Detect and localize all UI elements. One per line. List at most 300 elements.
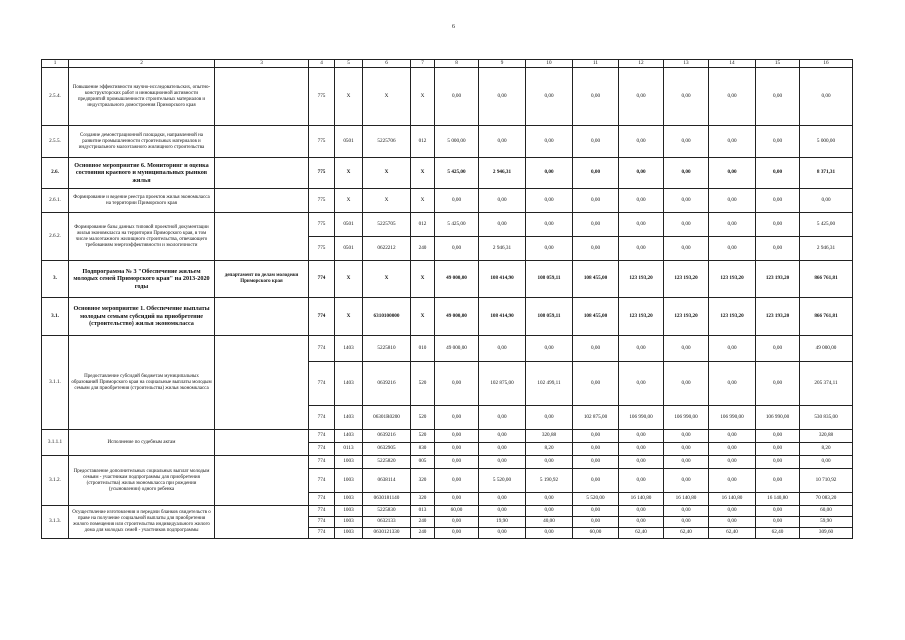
amount-cell: 0,00 — [435, 443, 479, 456]
expense-type-code: X — [411, 158, 435, 189]
amount-cell: 0,00 — [709, 469, 756, 493]
amount-cell: 0,00 — [756, 456, 800, 469]
amount-cell: 0,00 — [435, 517, 479, 528]
amount-cell: 123 193,20 — [619, 298, 664, 336]
amount-cell: 123 193,20 — [756, 298, 800, 336]
amount-cell: 70 083,20 — [800, 493, 853, 506]
target-article-code: 0630121330 — [363, 528, 411, 539]
section-code: 1403 — [335, 406, 363, 430]
column-header: 5 — [335, 60, 363, 68]
amount-cell: 123 193,20 — [664, 261, 709, 298]
grbs-code: 774 — [309, 493, 335, 506]
expense-type-code: X — [411, 189, 435, 213]
row-number: 3. — [42, 261, 69, 298]
amount-cell: 0,00 — [619, 336, 664, 362]
expense-type-code: 012 — [411, 213, 435, 237]
amount-cell: 0,00 — [756, 189, 800, 213]
amount-cell: 0,00 — [756, 430, 800, 443]
amount-cell: 866 761,81 — [800, 298, 853, 336]
amount-cell: 0,00 — [619, 456, 664, 469]
amount-cell: 0,00 — [479, 430, 526, 443]
expense-type-code: 520 — [411, 430, 435, 443]
header-row — [42, 60, 853, 68]
amount-cell: 0,00 — [756, 362, 800, 406]
amount-cell: 0,00 — [573, 213, 619, 237]
expense-type-code: 013 — [411, 506, 435, 517]
amount-cell: 5 000,00 — [800, 126, 853, 158]
target-article-code: 0630181140 — [363, 493, 411, 506]
section-code: 1403 — [335, 336, 363, 362]
amount-cell: 0,00 — [619, 213, 664, 237]
amount-cell: 0,00 — [573, 443, 619, 456]
amount-cell: 108 414,90 — [479, 261, 526, 298]
amount-cell: 0,00 — [756, 126, 800, 158]
amount-cell: 0,00 — [709, 517, 756, 528]
target-article-code: 0639216 — [363, 430, 411, 443]
amount-cell: 108 059,11 — [526, 298, 573, 336]
row-title: Формирование базы данных типовой проектной документации жилья экономкласса на территории Приморского края, в том числе малоэтажного жилищного строительства, отвечающего требованиям энергоэффективности и экологичности — [69, 213, 215, 261]
amount-cell: 0,00 — [526, 68, 573, 126]
amount-cell: 0,00 — [573, 336, 619, 362]
responsible-executor — [215, 189, 309, 213]
amount-cell: 0,00 — [526, 506, 573, 517]
row-title: Исполнение по судебным актам — [69, 430, 215, 456]
amount-cell: 102 875,00 — [479, 362, 526, 406]
target-article-code: 0622212 — [363, 237, 411, 261]
amount-cell: 49 000,00 — [800, 336, 853, 362]
amount-cell: 0,00 — [756, 336, 800, 362]
amount-cell: 0,00 — [619, 189, 664, 213]
amount-cell: 0,00 — [526, 189, 573, 213]
amount-cell: 0,00 — [573, 469, 619, 493]
amount-cell: 0,00 — [800, 68, 853, 126]
row-number: 3.1.3. — [42, 506, 69, 539]
amount-cell: 0,00 — [435, 469, 479, 493]
amount-cell: 8 371,31 — [800, 158, 853, 189]
column-header: 16 — [800, 60, 853, 68]
row-number: 2.6. — [42, 158, 69, 189]
column-header: 12 — [619, 60, 664, 68]
amount-cell: 16 140,80 — [619, 493, 664, 506]
amount-cell: 8,20 — [526, 443, 573, 456]
column-header: 11 — [573, 60, 619, 68]
row-title: Предоставление дополнительных социальных выплат молодым семьям - участникам подпрограммы для приобретения (строительства) жилья экономкласса при рождении (усыновлении) одного ребенка — [69, 456, 215, 506]
amount-cell: 0,00 — [619, 158, 664, 189]
amount-cell: 0,00 — [479, 528, 526, 539]
expense-type-code: 320 — [411, 469, 435, 493]
amount-cell: 0,00 — [573, 189, 619, 213]
amount-cell: 0,00 — [526, 493, 573, 506]
amount-cell: 0,00 — [800, 189, 853, 213]
table-row — [42, 213, 853, 237]
section-code: 0113 — [335, 443, 363, 456]
amount-cell: 102 499,11 — [526, 362, 573, 406]
row-number: 3.1.1. — [42, 336, 69, 430]
amount-cell: 108 455,00 — [573, 298, 619, 336]
section-code: 1003 — [335, 493, 363, 506]
amount-cell: 0,00 — [435, 362, 479, 406]
row-number: 2.5.5. — [42, 126, 69, 158]
column-header: 10 — [526, 60, 573, 68]
column-header: 15 — [756, 60, 800, 68]
amount-cell: 49 000,00 — [435, 336, 479, 362]
amount-cell: 106 990,00 — [619, 406, 664, 430]
row-number: 3.1.1.1 — [42, 430, 69, 456]
amount-cell: 0,00 — [664, 456, 709, 469]
amount-cell: 0,00 — [664, 213, 709, 237]
grbs-code: 774 — [309, 456, 335, 469]
section-code: 1003 — [335, 456, 363, 469]
amount-cell: 0,00 — [664, 237, 709, 261]
target-article-code: 06301R0200 — [363, 406, 411, 430]
column-header: 2 — [69, 60, 215, 68]
amount-cell: 0,00 — [479, 126, 526, 158]
grbs-code: 775 — [309, 237, 335, 261]
amount-cell: 0,00 — [479, 336, 526, 362]
amount-cell: 2 946,31 — [479, 237, 526, 261]
amount-cell: 5 190,92 — [526, 469, 573, 493]
section-code: 1003 — [335, 517, 363, 528]
expense-type-code: 012 — [411, 126, 435, 158]
amount-cell: 62,40 — [664, 528, 709, 539]
grbs-code: 774 — [309, 506, 335, 517]
table-row — [42, 430, 853, 443]
amount-cell: 0,00 — [435, 430, 479, 443]
amount-cell: 0,00 — [709, 126, 756, 158]
amount-cell: 0,00 — [573, 158, 619, 189]
target-article-code: 5225820 — [363, 456, 411, 469]
amount-cell: 40,00 — [526, 517, 573, 528]
target-article-code: X — [363, 68, 411, 126]
amount-cell: 19,90 — [479, 517, 526, 528]
section-code: 1403 — [335, 362, 363, 406]
amount-cell: 106 990,00 — [664, 406, 709, 430]
row-title: Предоставление субсидий бюджетам муниципальных образований Приморского края на социальные выплаты молодым семьям для приобретения (строительства) жилья экономкласса — [69, 336, 215, 430]
amount-cell: 0,00 — [479, 189, 526, 213]
amount-cell: 62,40 — [756, 528, 800, 539]
amount-cell: 0,00 — [435, 237, 479, 261]
amount-cell: 0,00 — [709, 237, 756, 261]
amount-cell: 0,00 — [435, 493, 479, 506]
row-title: Формирование и ведение реестра проектов жилья экономкласса на территории Приморского края — [69, 189, 215, 213]
amount-cell: 59,90 — [800, 517, 853, 528]
section-code: 0501 — [335, 126, 363, 158]
amount-cell: 0,00 — [526, 126, 573, 158]
amount-cell: 2 946,31 — [479, 158, 526, 189]
expense-type-code: 830 — [411, 443, 435, 456]
responsible-executor — [215, 506, 309, 539]
amount-cell: 123 193,20 — [756, 261, 800, 298]
amount-cell: 0,00 — [756, 506, 800, 517]
amount-cell: 0,00 — [756, 469, 800, 493]
amount-cell: 0,00 — [479, 443, 526, 456]
amount-cell: 0,00 — [800, 456, 853, 469]
grbs-code: 775 — [309, 126, 335, 158]
amount-cell: 0,00 — [619, 469, 664, 493]
amount-cell: 123 193,20 — [709, 298, 756, 336]
grbs-code: 774 — [309, 406, 335, 430]
amount-cell: 60,00 — [435, 506, 479, 517]
amount-cell: 0,00 — [756, 158, 800, 189]
amount-cell: 16 140,80 — [756, 493, 800, 506]
budget-table — [41, 59, 853, 539]
expense-type-code: 240 — [411, 528, 435, 539]
section-code: X — [335, 189, 363, 213]
amount-cell: 0,00 — [709, 213, 756, 237]
amount-cell: 0,00 — [435, 456, 479, 469]
amount-cell: 106 990,00 — [756, 406, 800, 430]
amount-cell: 0,00 — [479, 493, 526, 506]
amount-cell: 0,00 — [756, 237, 800, 261]
row-title: Подпрограмма № 3 "Обеспечение жильем молодых семей Приморского края" на 2013-2020 годы — [69, 261, 215, 298]
target-article-code: X — [363, 189, 411, 213]
grbs-code: 774 — [309, 261, 335, 298]
amount-cell: 5 000,00 — [435, 126, 479, 158]
row-number: 2.6.2. — [42, 213, 69, 261]
amount-cell: 0,00 — [526, 158, 573, 189]
amount-cell: 5 425,00 — [435, 158, 479, 189]
amount-cell: 0,00 — [619, 430, 664, 443]
table-row — [42, 336, 853, 362]
section-code: 0501 — [335, 213, 363, 237]
row-title: Основное мероприятие 6. Мониторинг и оценка состояния краевого и муниципальных рынков жилья — [69, 158, 215, 189]
amount-cell: 0,00 — [619, 517, 664, 528]
amount-cell: 0,00 — [664, 443, 709, 456]
amount-cell: 0,00 — [479, 406, 526, 430]
amount-cell: 0,00 — [664, 158, 709, 189]
responsible-executor: департамент по делам молодежи Приморского края — [215, 261, 309, 298]
column-header: 7 — [411, 60, 435, 68]
target-article-code: 5225830 — [363, 506, 411, 517]
row-number: 3.1. — [42, 298, 69, 336]
amount-cell: 123 193,20 — [619, 261, 664, 298]
column-header: 8 — [435, 60, 479, 68]
section-code: X — [335, 68, 363, 126]
amount-cell: 320,88 — [526, 430, 573, 443]
amount-cell: 0,00 — [435, 68, 479, 126]
column-header: 9 — [479, 60, 526, 68]
amount-cell: 0,00 — [526, 406, 573, 430]
amount-cell: 60,00 — [573, 528, 619, 539]
table-row — [42, 68, 853, 126]
amount-cell: 0,00 — [664, 430, 709, 443]
target-article-code: 0639216 — [363, 362, 411, 406]
amount-cell: 0,00 — [526, 456, 573, 469]
amount-cell: 0,00 — [435, 528, 479, 539]
amount-cell: 0,00 — [479, 68, 526, 126]
row-title: Основное мероприятие 1. Обеспечение выплаты молодым семьям субсидий на приобретение (строительство) жилья экономкласса — [69, 298, 215, 336]
amount-cell: 0,00 — [573, 362, 619, 406]
amount-cell: 108 414,90 — [479, 298, 526, 336]
amount-cell: 16 140,80 — [664, 493, 709, 506]
amount-cell: 0,00 — [573, 430, 619, 443]
row-title: Повышение эффективности научно-исследовательских, опытно-конструкторских работ и инновационной активности предприятий промышленности строительных материалов и индустриального домостроения Приморского края — [69, 68, 215, 126]
amount-cell: 123 193,20 — [664, 298, 709, 336]
amount-cell: 102 875,00 — [573, 406, 619, 430]
amount-cell: 0,00 — [664, 469, 709, 493]
amount-cell: 0,00 — [709, 506, 756, 517]
table-row — [42, 261, 853, 298]
amount-cell: 0,00 — [619, 506, 664, 517]
amount-cell: 0,00 — [619, 68, 664, 126]
column-header: 6 — [363, 60, 411, 68]
amount-cell: 0,00 — [573, 126, 619, 158]
row-number: 3.1.2. — [42, 456, 69, 506]
grbs-code: 774 — [309, 430, 335, 443]
amount-cell: 0,00 — [709, 68, 756, 126]
responsible-executor — [215, 298, 309, 336]
amount-cell: 10 710,92 — [800, 469, 853, 493]
section-code: X — [335, 298, 363, 336]
table-row — [42, 506, 853, 517]
amount-cell: 0,00 — [709, 158, 756, 189]
target-article-code: 0632133 — [363, 517, 411, 528]
grbs-code: 775 — [309, 213, 335, 237]
amount-cell: 5 520,00 — [479, 469, 526, 493]
target-article-code: 6310100000 — [363, 298, 411, 336]
amount-cell: 309,60 — [800, 528, 853, 539]
grbs-code: 774 — [309, 517, 335, 528]
amount-cell: 0,00 — [664, 126, 709, 158]
grbs-code: 774 — [309, 469, 335, 493]
grbs-code: 775 — [309, 189, 335, 213]
amount-cell: 320,88 — [800, 430, 853, 443]
expense-type-code: 005 — [411, 456, 435, 469]
column-header: 3 — [215, 60, 309, 68]
amount-cell: 0,00 — [664, 506, 709, 517]
amount-cell: 0,00 — [709, 189, 756, 213]
target-article-code: 5225810 — [363, 336, 411, 362]
amount-cell: 530 835,00 — [800, 406, 853, 430]
grbs-code: 775 — [309, 158, 335, 189]
section-code: 1003 — [335, 506, 363, 517]
responsible-executor — [215, 456, 309, 506]
expense-type-code: 010 — [411, 336, 435, 362]
responsible-executor — [215, 430, 309, 456]
amount-cell: 0,00 — [709, 362, 756, 406]
amount-cell: 0,00 — [573, 237, 619, 261]
section-code: 1003 — [335, 528, 363, 539]
amount-cell: 108 059,11 — [526, 261, 573, 298]
grbs-code: 775 — [309, 68, 335, 126]
amount-cell: 0,00 — [756, 443, 800, 456]
amount-cell: 0,00 — [435, 406, 479, 430]
amount-cell: 0,00 — [573, 517, 619, 528]
grbs-code: 774 — [309, 298, 335, 336]
table-row — [42, 158, 853, 189]
table-row — [42, 456, 853, 469]
amount-cell: 0,00 — [756, 68, 800, 126]
amount-cell: 49 000,00 — [435, 298, 479, 336]
amount-cell: 0,00 — [664, 336, 709, 362]
amount-cell: 0,00 — [664, 362, 709, 406]
row-number: 2.6.1. — [42, 189, 69, 213]
page-number: 6 — [452, 24, 455, 30]
amount-cell: 0,00 — [573, 68, 619, 126]
table-row — [42, 126, 853, 158]
amount-cell: 0,00 — [526, 213, 573, 237]
column-header: 4 — [309, 60, 335, 68]
target-article-code: X — [363, 158, 411, 189]
amount-cell: 8,20 — [800, 443, 853, 456]
amount-cell: 0,00 — [526, 237, 573, 261]
expense-type-code: X — [411, 298, 435, 336]
amount-cell: 0,00 — [664, 517, 709, 528]
section-code: 0501 — [335, 237, 363, 261]
row-title: Осуществление изготовления и передачи бланков свидетельств о праве на получение социальной выплаты для приобретения жилого помещения или строительства индивидуального жилого дома для молодых семей - участников подпрограммы — [69, 506, 215, 539]
amount-cell: 0,00 — [526, 528, 573, 539]
expense-type-code: X — [411, 68, 435, 126]
grbs-code: 774 — [309, 528, 335, 539]
expense-type-code: 240 — [411, 517, 435, 528]
row-title: Создание демонстрационной площадки, направленной на развитие промышленности строительных материалов и индустриального малоэтажного жилищного строительства — [69, 126, 215, 158]
target-article-code: 0632905 — [363, 443, 411, 456]
amount-cell: 0,00 — [479, 506, 526, 517]
amount-cell: 0,00 — [619, 237, 664, 261]
amount-cell: 123 193,20 — [709, 261, 756, 298]
responsible-executor — [215, 336, 309, 430]
amount-cell: 60,00 — [800, 506, 853, 517]
amount-cell: 0,00 — [709, 456, 756, 469]
amount-cell: 0,00 — [479, 213, 526, 237]
amount-cell: 0,00 — [709, 336, 756, 362]
amount-cell: 0,00 — [709, 443, 756, 456]
amount-cell: 5 425,00 — [800, 213, 853, 237]
target-article-code: 0638114 — [363, 469, 411, 493]
expense-type-code: 320 — [411, 493, 435, 506]
amount-cell: 0,00 — [619, 443, 664, 456]
responsible-executor — [215, 68, 309, 126]
amount-cell: 2 946,31 — [800, 237, 853, 261]
section-code: 1003 — [335, 469, 363, 493]
column-header: 1 — [42, 60, 69, 68]
column-header: 14 — [709, 60, 756, 68]
amount-cell: 866 761,81 — [800, 261, 853, 298]
row-number: 2.5.4. — [42, 68, 69, 126]
amount-cell: 49 000,00 — [435, 261, 479, 298]
amount-cell: 0,00 — [756, 213, 800, 237]
amount-cell: 0,00 — [619, 126, 664, 158]
amount-cell: 0,00 — [756, 517, 800, 528]
amount-cell: 16 140,80 — [709, 493, 756, 506]
section-code: 1403 — [335, 430, 363, 443]
amount-cell: 62,40 — [709, 528, 756, 539]
responsible-executor — [215, 213, 309, 261]
amount-cell: 0,00 — [526, 336, 573, 362]
amount-cell: 0,00 — [709, 430, 756, 443]
amount-cell: 0,00 — [619, 362, 664, 406]
amount-cell: 0,00 — [664, 68, 709, 126]
amount-cell: 106 990,00 — [709, 406, 756, 430]
grbs-code: 774 — [309, 336, 335, 362]
responsible-executor — [215, 158, 309, 189]
amount-cell: 108 455,00 — [573, 261, 619, 298]
target-article-code: 5225705 — [363, 213, 411, 237]
table-row — [42, 298, 853, 336]
amount-cell: 0,00 — [664, 189, 709, 213]
target-article-code: 5225706 — [363, 126, 411, 158]
grbs-code: 774 — [309, 362, 335, 406]
amount-cell: 205 374,11 — [800, 362, 853, 406]
expense-type-code: 520 — [411, 362, 435, 406]
section-code: X — [335, 261, 363, 298]
grbs-code: 774 — [309, 443, 335, 456]
amount-cell: 62,40 — [619, 528, 664, 539]
table-row — [42, 189, 853, 213]
amount-cell: 0,00 — [573, 506, 619, 517]
target-article-code: X — [363, 261, 411, 298]
amount-cell: 0,00 — [573, 456, 619, 469]
